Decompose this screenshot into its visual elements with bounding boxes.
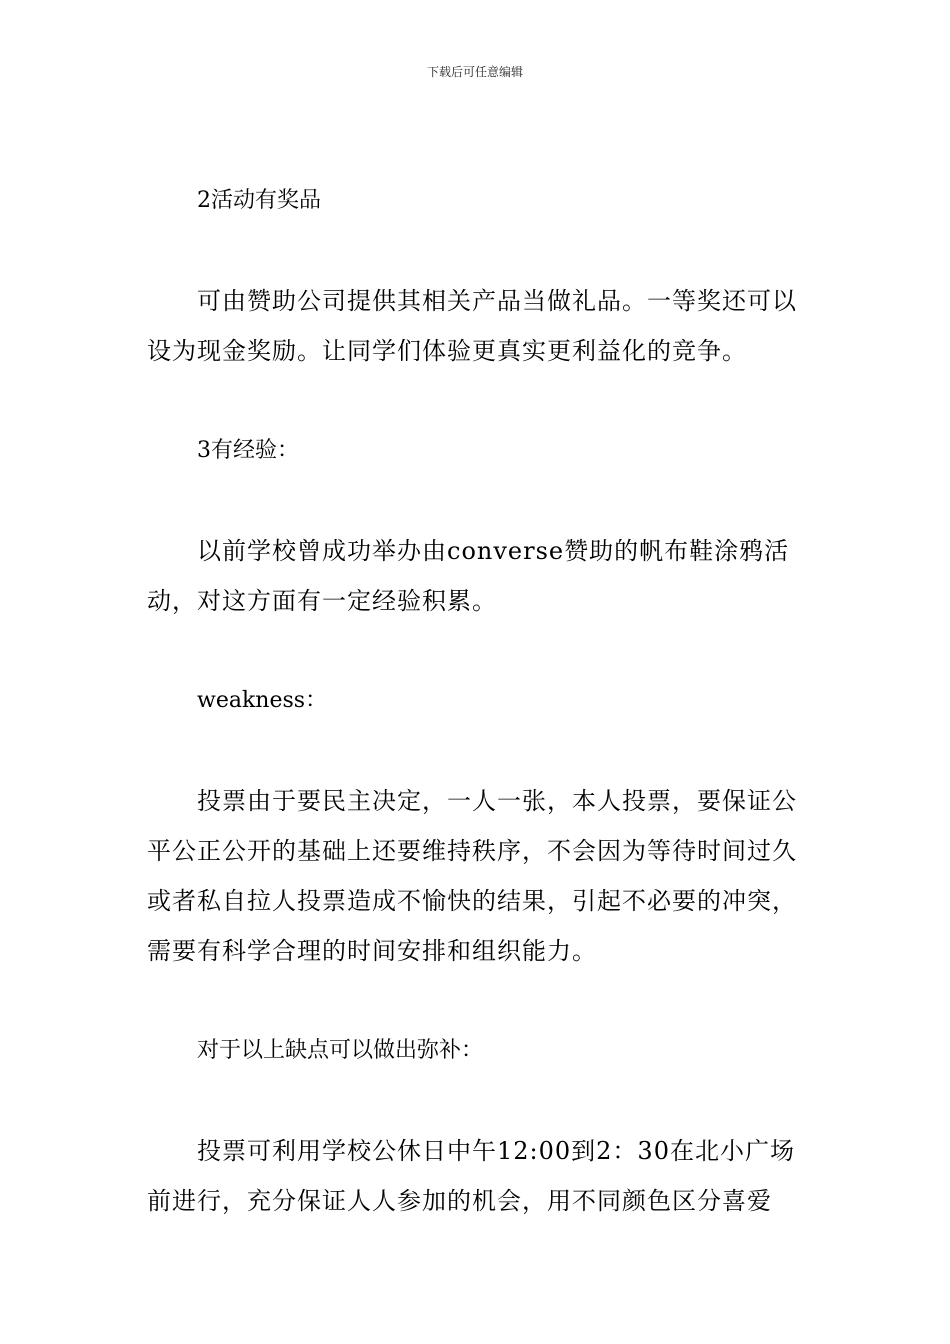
paragraph-spacer <box>147 1076 807 1126</box>
weakness-text: 投票由于要民主决定，一人一张，本人投票，要保证公平公正公开的基础上还要维持秩序，不会因为等待时间过久或者私自拉人投票造成不愉快的结果，引起不必要的冲突，需要有科学合理的时间安排和组织能力。 <box>147 787 797 965</box>
weakness-title: weakness： <box>197 688 328 713</box>
paragraph-spacer <box>147 476 807 526</box>
remedy-text: 投票可利用学校公休日中午12:00到2：30在北小广场前进行，充分保证人人参加的机会，用不同颜色区分喜爱 <box>147 1137 795 1215</box>
remedy-title: 对于以上缺点可以做出弥补： <box>197 1038 484 1063</box>
paragraph-spacer <box>147 976 807 1026</box>
paragraph-spacer <box>147 626 807 676</box>
paragraph-spacer <box>147 226 807 276</box>
section-2-title: 2活动有奖品 <box>197 188 321 213</box>
document-body <box>147 176 807 1226</box>
section-3-title: 3有经验： <box>197 438 299 463</box>
paragraph-spacer <box>147 376 807 426</box>
paragraph-spacer <box>147 726 807 776</box>
page-header-note: 下载后可任意编辑 <box>426 65 523 79</box>
section-2-text: 可由赞助公司提供其相关产品当做礼品。一等奖还可以设为现金奖励。让同学们体验更真实更利益化的竞争。 <box>147 287 797 365</box>
section-3-text: 以前学校曾成功举办由converse赞助的帆布鞋涂鸦活动，对这方面有一定经验积累。 <box>147 537 790 615</box>
